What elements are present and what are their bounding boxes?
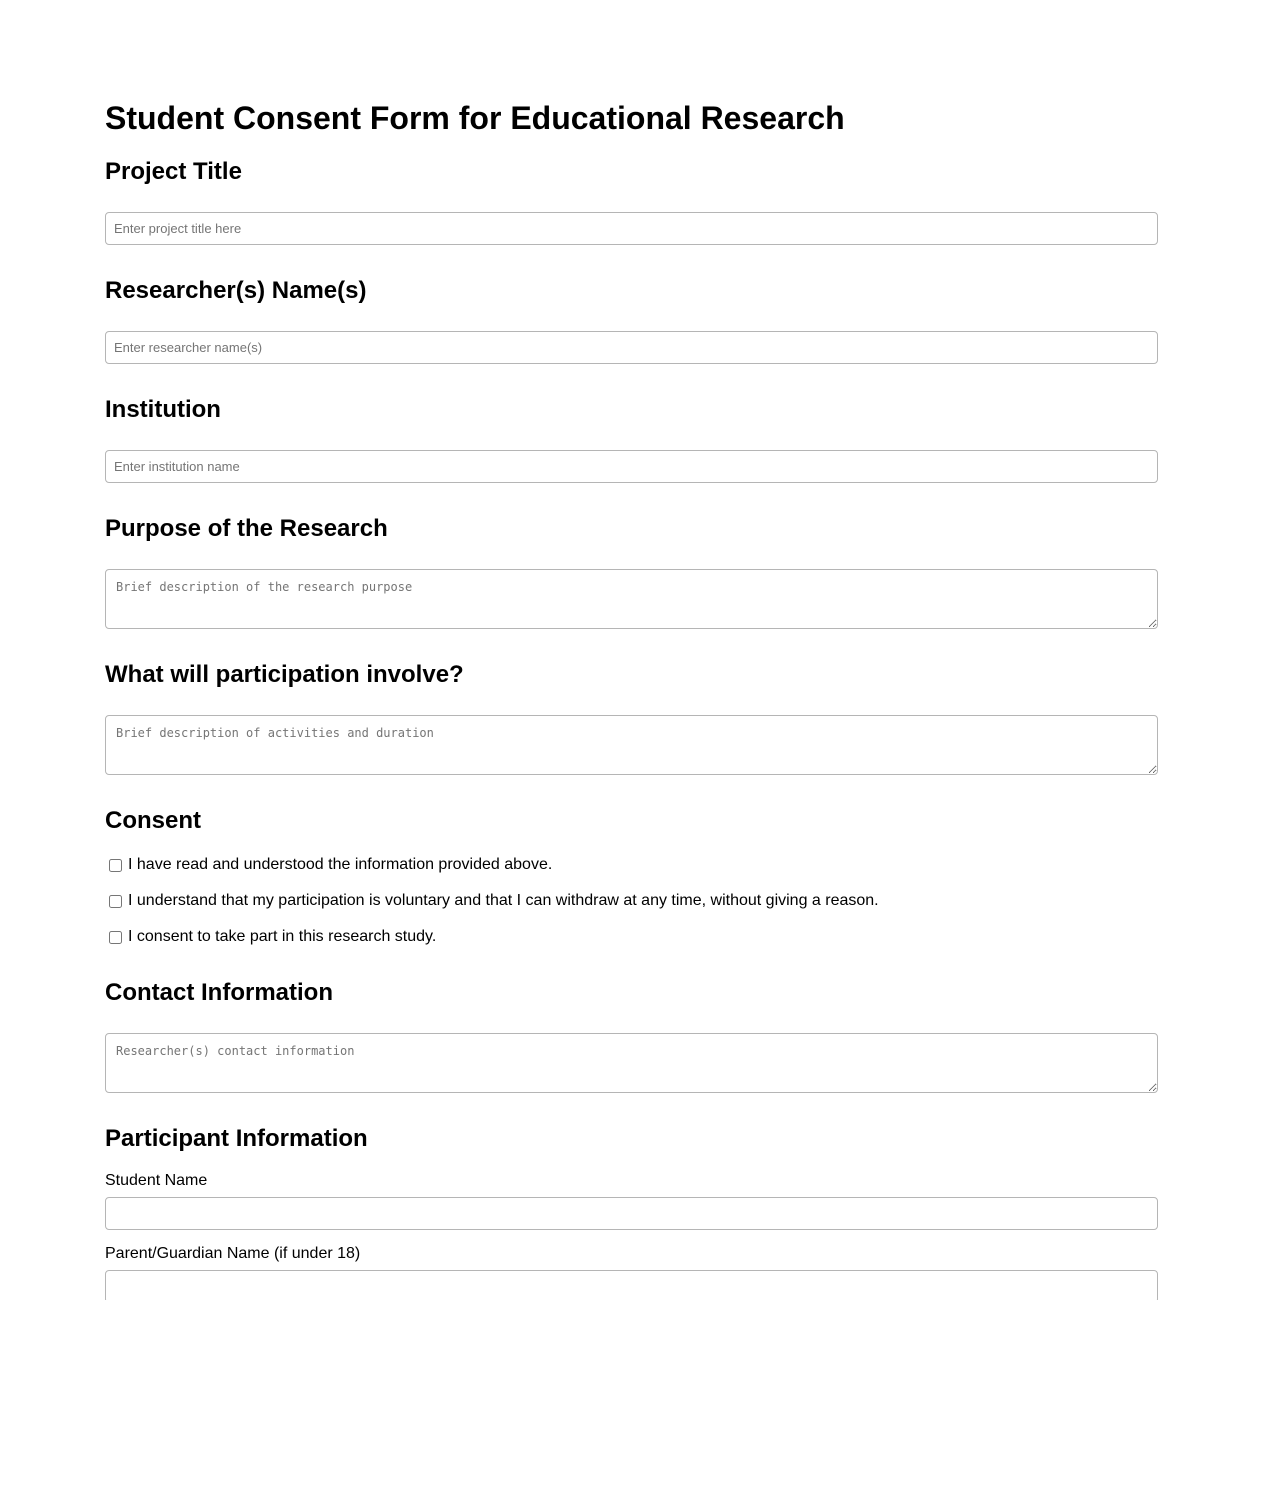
consent-read-checkbox[interactable] [109,859,122,872]
guardian-name-label: Parent/Guardian Name (if under 18) [105,1245,361,1262]
researchers-heading: Researcher(s) Name(s) [105,277,367,304]
researcher-names-input[interactable] [105,331,1158,364]
consent-item-read[interactable] [105,854,552,876]
institution-heading: Institution [105,396,221,423]
project-title-input[interactable] [105,212,1158,245]
consent-voluntary-checkbox[interactable] [109,895,122,908]
consent-item-agree[interactable] [105,926,436,948]
institution-input[interactable] [105,450,1158,483]
consent-read-label: I have read and understood the information provided above. [128,856,553,873]
participation-textarea[interactable] [105,715,1158,775]
consent-agree-checkbox[interactable] [109,931,122,944]
contact-heading: Contact Information [105,979,333,1006]
consent-agree-label: I consent to take part in this research study. [128,928,437,945]
purpose-heading: Purpose of the Research [105,515,388,542]
consent-form [105,0,1158,1300]
participation-heading: What will participation involve? [105,661,464,688]
page-title: Student Consent Form for Educational Research [105,100,845,136]
contact-textarea[interactable] [105,1033,1158,1093]
consent-heading: Consent [105,807,201,834]
consent-item-voluntary[interactable] [105,890,879,912]
purpose-textarea[interactable] [105,569,1158,629]
student-name-input[interactable] [105,1197,1158,1230]
project-title-heading: Project Title [105,158,242,185]
guardian-name-input[interactable] [105,1270,1158,1300]
consent-voluntary-label: I understand that my participation is voluntary and that I can withdraw at any time, without giving a reason. [128,892,879,909]
student-name-label: Student Name [105,1172,208,1189]
participant-heading: Participant Information [105,1125,368,1152]
